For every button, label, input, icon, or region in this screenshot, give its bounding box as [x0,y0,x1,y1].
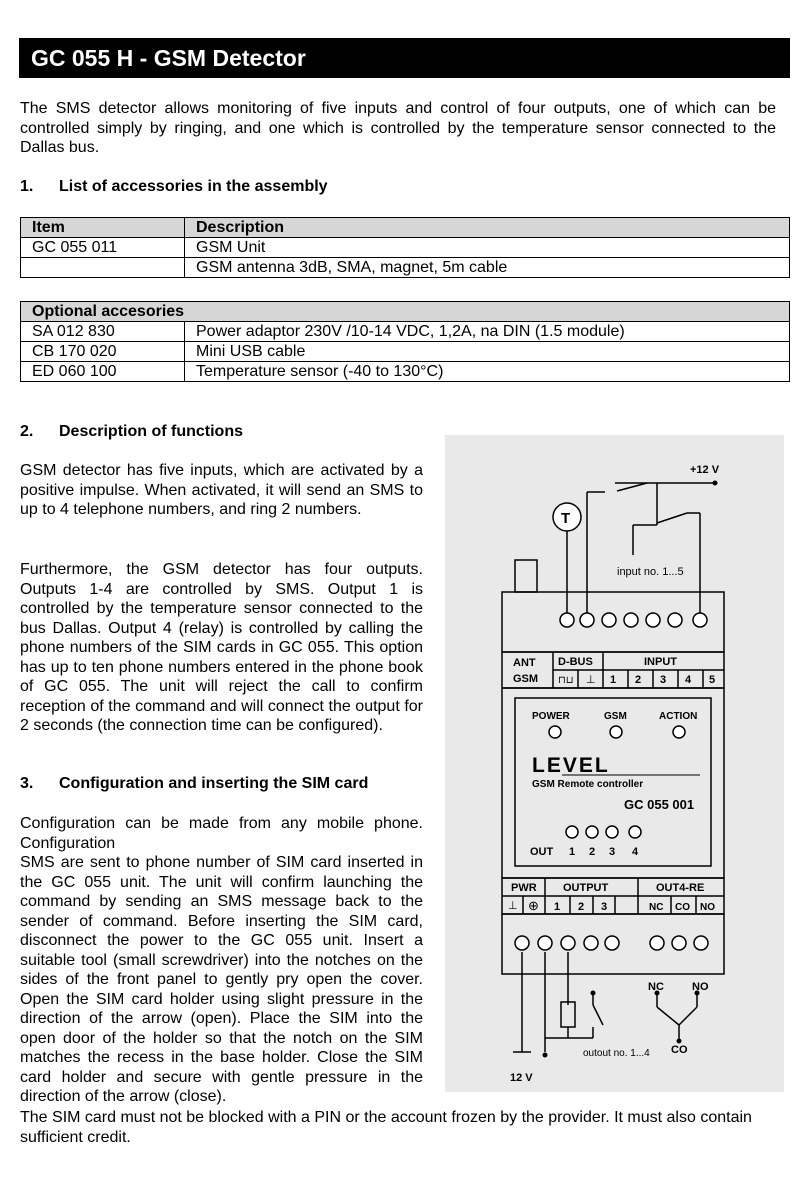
table-cell: Mini USB cable [185,342,790,362]
output-note: outout no. 1...4 [583,1048,650,1059]
table-cell: CB 170 020 [21,342,185,362]
table-cell: GC 055 011 [21,238,185,258]
functions-paragraph-2: Furthermore, the GSM detector has four outputs. Outputs 1-4 are controlled by SMS. Output 1 is controlled by the temperature sensor connected to the bus Dallas. Output 4 (relay) is controlled by calling the phone numbers of the SIM cards in GC 055. This option has up to ten phone numbers entered in the phone book of GC 055. The unit will reject the call to confirm reception of the command and will connect the output for 2 seconds (the connection time can be configured). [20,561,423,734]
table-row [21,322,790,342]
table-cell: GSM antenna 3dB, SMA, magnet, 5m cable [185,258,790,278]
table-row [21,342,790,362]
table-cell: GSM Unit [185,238,790,258]
nc-label: NC [648,981,664,993]
table-cell: SA 012 830 [21,322,185,342]
table-cell: ED 060 100 [21,362,185,382]
table-header-row [21,218,790,238]
dbus-pin: ⊓⊔ [558,675,574,686]
gsm-label: GSM [513,673,539,685]
accessories-table [20,217,790,278]
dbus-pin: ⊥ [586,674,596,686]
column-header-optional: Optional accesories [21,302,790,322]
led-label: GSM [604,711,627,722]
output-label: OUTPUT [563,882,609,894]
out-pin: 1 [569,846,576,858]
section-number: 2. [20,423,34,440]
temperature-sensor-symbol: T [561,510,571,527]
column-header-description: Description [185,218,790,238]
input-note: input no. 1...5 [617,566,684,578]
supply-top-label: +12 V [690,464,720,476]
no-label: NO [692,981,709,993]
dbus-label: D-BUS [558,656,593,668]
led-label: POWER [532,711,570,722]
brand-logo: LEVEL [532,754,610,777]
input-pin: 1 [610,674,617,686]
wiring-diagram-svg [445,435,784,1092]
table-row [21,238,790,258]
section-title: Description of functions [59,423,243,440]
table-row [21,362,790,382]
pwr-pin: ⊕ [528,898,539,913]
intro-paragraph: The SMS detector allows monitoring of five inputs and control of four outputs, one of which can be controlled simply by ringing, and one which is controlled by the temperature sensor connected to the Dallas bus. [20,100,776,156]
co-label: CO [671,1044,688,1056]
functions-paragraph-1: GSM detector has five inputs, which are activated by a positive impulse. When activated, it will send an SMS to up to 4 telephone numbers, and ring 2 numbers. [20,462,423,518]
section-number: 1. [20,178,34,195]
input-pin: 2 [635,674,642,686]
table-row [21,258,790,278]
device-subtitle: GSM Remote controller [532,779,644,790]
led-label: ACTION [659,711,698,722]
out-label: OUT [530,846,554,858]
relay-pin: NO [700,902,715,913]
ant-label: ANT [513,657,536,669]
input-pin: 4 [685,674,692,686]
out4-relay-label: OUT4-RE [656,882,705,894]
input-pin: 3 [660,674,667,686]
table-cell: Temperature sensor (-40 to 130°C) [185,362,790,382]
input-pin: 5 [709,674,716,686]
optional-accessories-table [20,301,790,382]
out-pin: 3 [609,846,616,858]
out-pin: 2 [589,846,596,858]
output-pin: 1 [554,901,561,913]
pwr-label: PWR [511,882,537,894]
sim-paragraph-3: The SIM card must not be blocked with a PIN or the account frozen by the provider. It must also contain sufficient credit. [20,1109,752,1146]
input-header: INPUT [644,656,677,668]
table-header-row [21,302,790,322]
table-cell [21,258,185,278]
relay-pin: NC [649,902,664,913]
column-header-item: Item [21,218,185,238]
pwr-pin: ⊥ [508,900,518,912]
page-title: GC 055 H - GSM Detector [19,38,790,78]
section-1-heading [20,178,328,196]
out-pin: 4 [632,846,639,858]
section-3-heading [20,775,368,793]
supply-bottom-label: 12 V [510,1072,533,1084]
output-pin: 2 [578,901,585,913]
output-pin: 3 [601,901,608,913]
sim-paragraph-1: Configuration can be made from any mobile phone. Configuration [20,815,423,852]
wiring-diagram [445,435,784,1092]
relay-pin: CO [675,902,690,913]
table-cell: Power adaptor 230V /10-14 VDC, 1,2A, na DIN (1.5 module) [185,322,790,342]
sim-paragraph-2: SMS are sent to phone number of SIM card inserted in the GC 055 unit. The unit will confirm launching the command by sending an SMS message back to the sender of command. Before inserting the SIM card, disconnect the power to the GC 055 unit. Insert a suitable tool (small screwdriver) into the notches on the sides of the front panel to gently pry open the cover. Open the SIM card holder using slight pressure in the direction of the arrow (open). Place the SIM into the open door of the holder so that the notch on the SIM matches the recess in the base holder. Close the SIM card holder and secure with gentle pressure in the direction of the arrow (close). [20,854,423,1105]
section-2-heading [20,423,243,441]
section-title: List of accessories in the assembly [59,178,328,195]
section-title: Configuration and inserting the SIM card [59,775,369,792]
section-number: 3. [20,775,34,792]
device-model: GC 055 001 [624,797,695,812]
